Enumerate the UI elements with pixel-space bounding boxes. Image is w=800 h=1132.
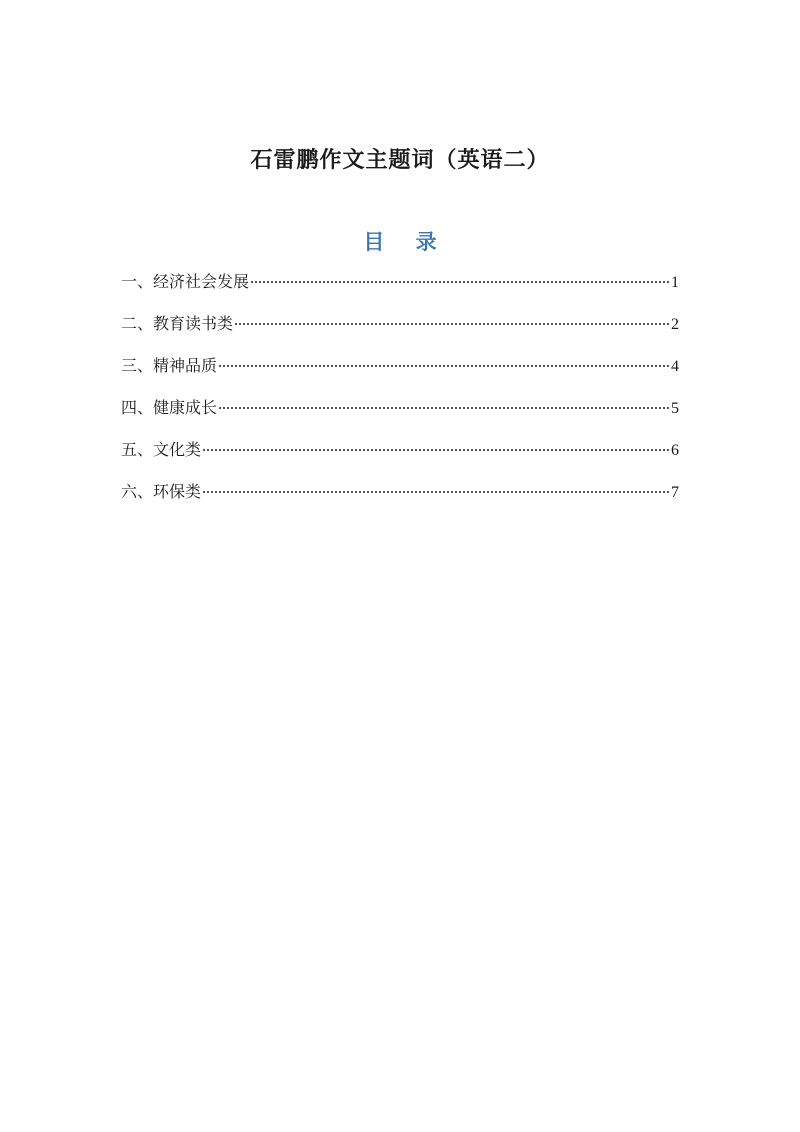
- toc-dot-leader: [235, 323, 669, 325]
- toc-entry-spiritual-qualities[interactable]: [121, 352, 679, 394]
- toc-entry-environment[interactable]: [121, 478, 679, 520]
- toc-heading: 目 录: [363, 230, 449, 254]
- toc-entry-page-number: 5: [671, 400, 679, 417]
- table-of-contents: [121, 268, 679, 520]
- toc-entry-page-number: 7: [671, 484, 679, 501]
- toc-entry-label: 四、健康成长: [121, 398, 218, 417]
- toc-dot-leader: [203, 449, 669, 451]
- toc-entry-education-reading[interactable]: [121, 310, 679, 352]
- toc-entry-page-number: 6: [671, 442, 679, 459]
- toc-entry-healthy-growth[interactable]: [121, 394, 679, 436]
- toc-dot-leader: [219, 407, 669, 409]
- toc-entry-label: 六、环保类: [121, 482, 202, 501]
- toc-entry-page-number: 1: [671, 274, 679, 291]
- toc-entry-page-number: 2: [671, 316, 679, 333]
- toc-entry-label: 三、精神品质: [121, 356, 218, 375]
- toc-dot-leader: [251, 281, 669, 283]
- toc-entry-label: 二、教育读书类: [121, 314, 234, 333]
- document-title: 石雷鹏作文主题词（英语二）: [250, 148, 550, 173]
- toc-entry-page-number: 4: [671, 358, 679, 375]
- toc-entry-economy-society[interactable]: [121, 268, 679, 310]
- toc-entry-culture[interactable]: [121, 436, 679, 478]
- toc-dot-leader: [203, 491, 669, 493]
- toc-dot-leader: [219, 365, 669, 367]
- toc-entry-label: 五、文化类: [121, 440, 202, 459]
- toc-entry-label: 一、经济社会发展: [121, 272, 250, 291]
